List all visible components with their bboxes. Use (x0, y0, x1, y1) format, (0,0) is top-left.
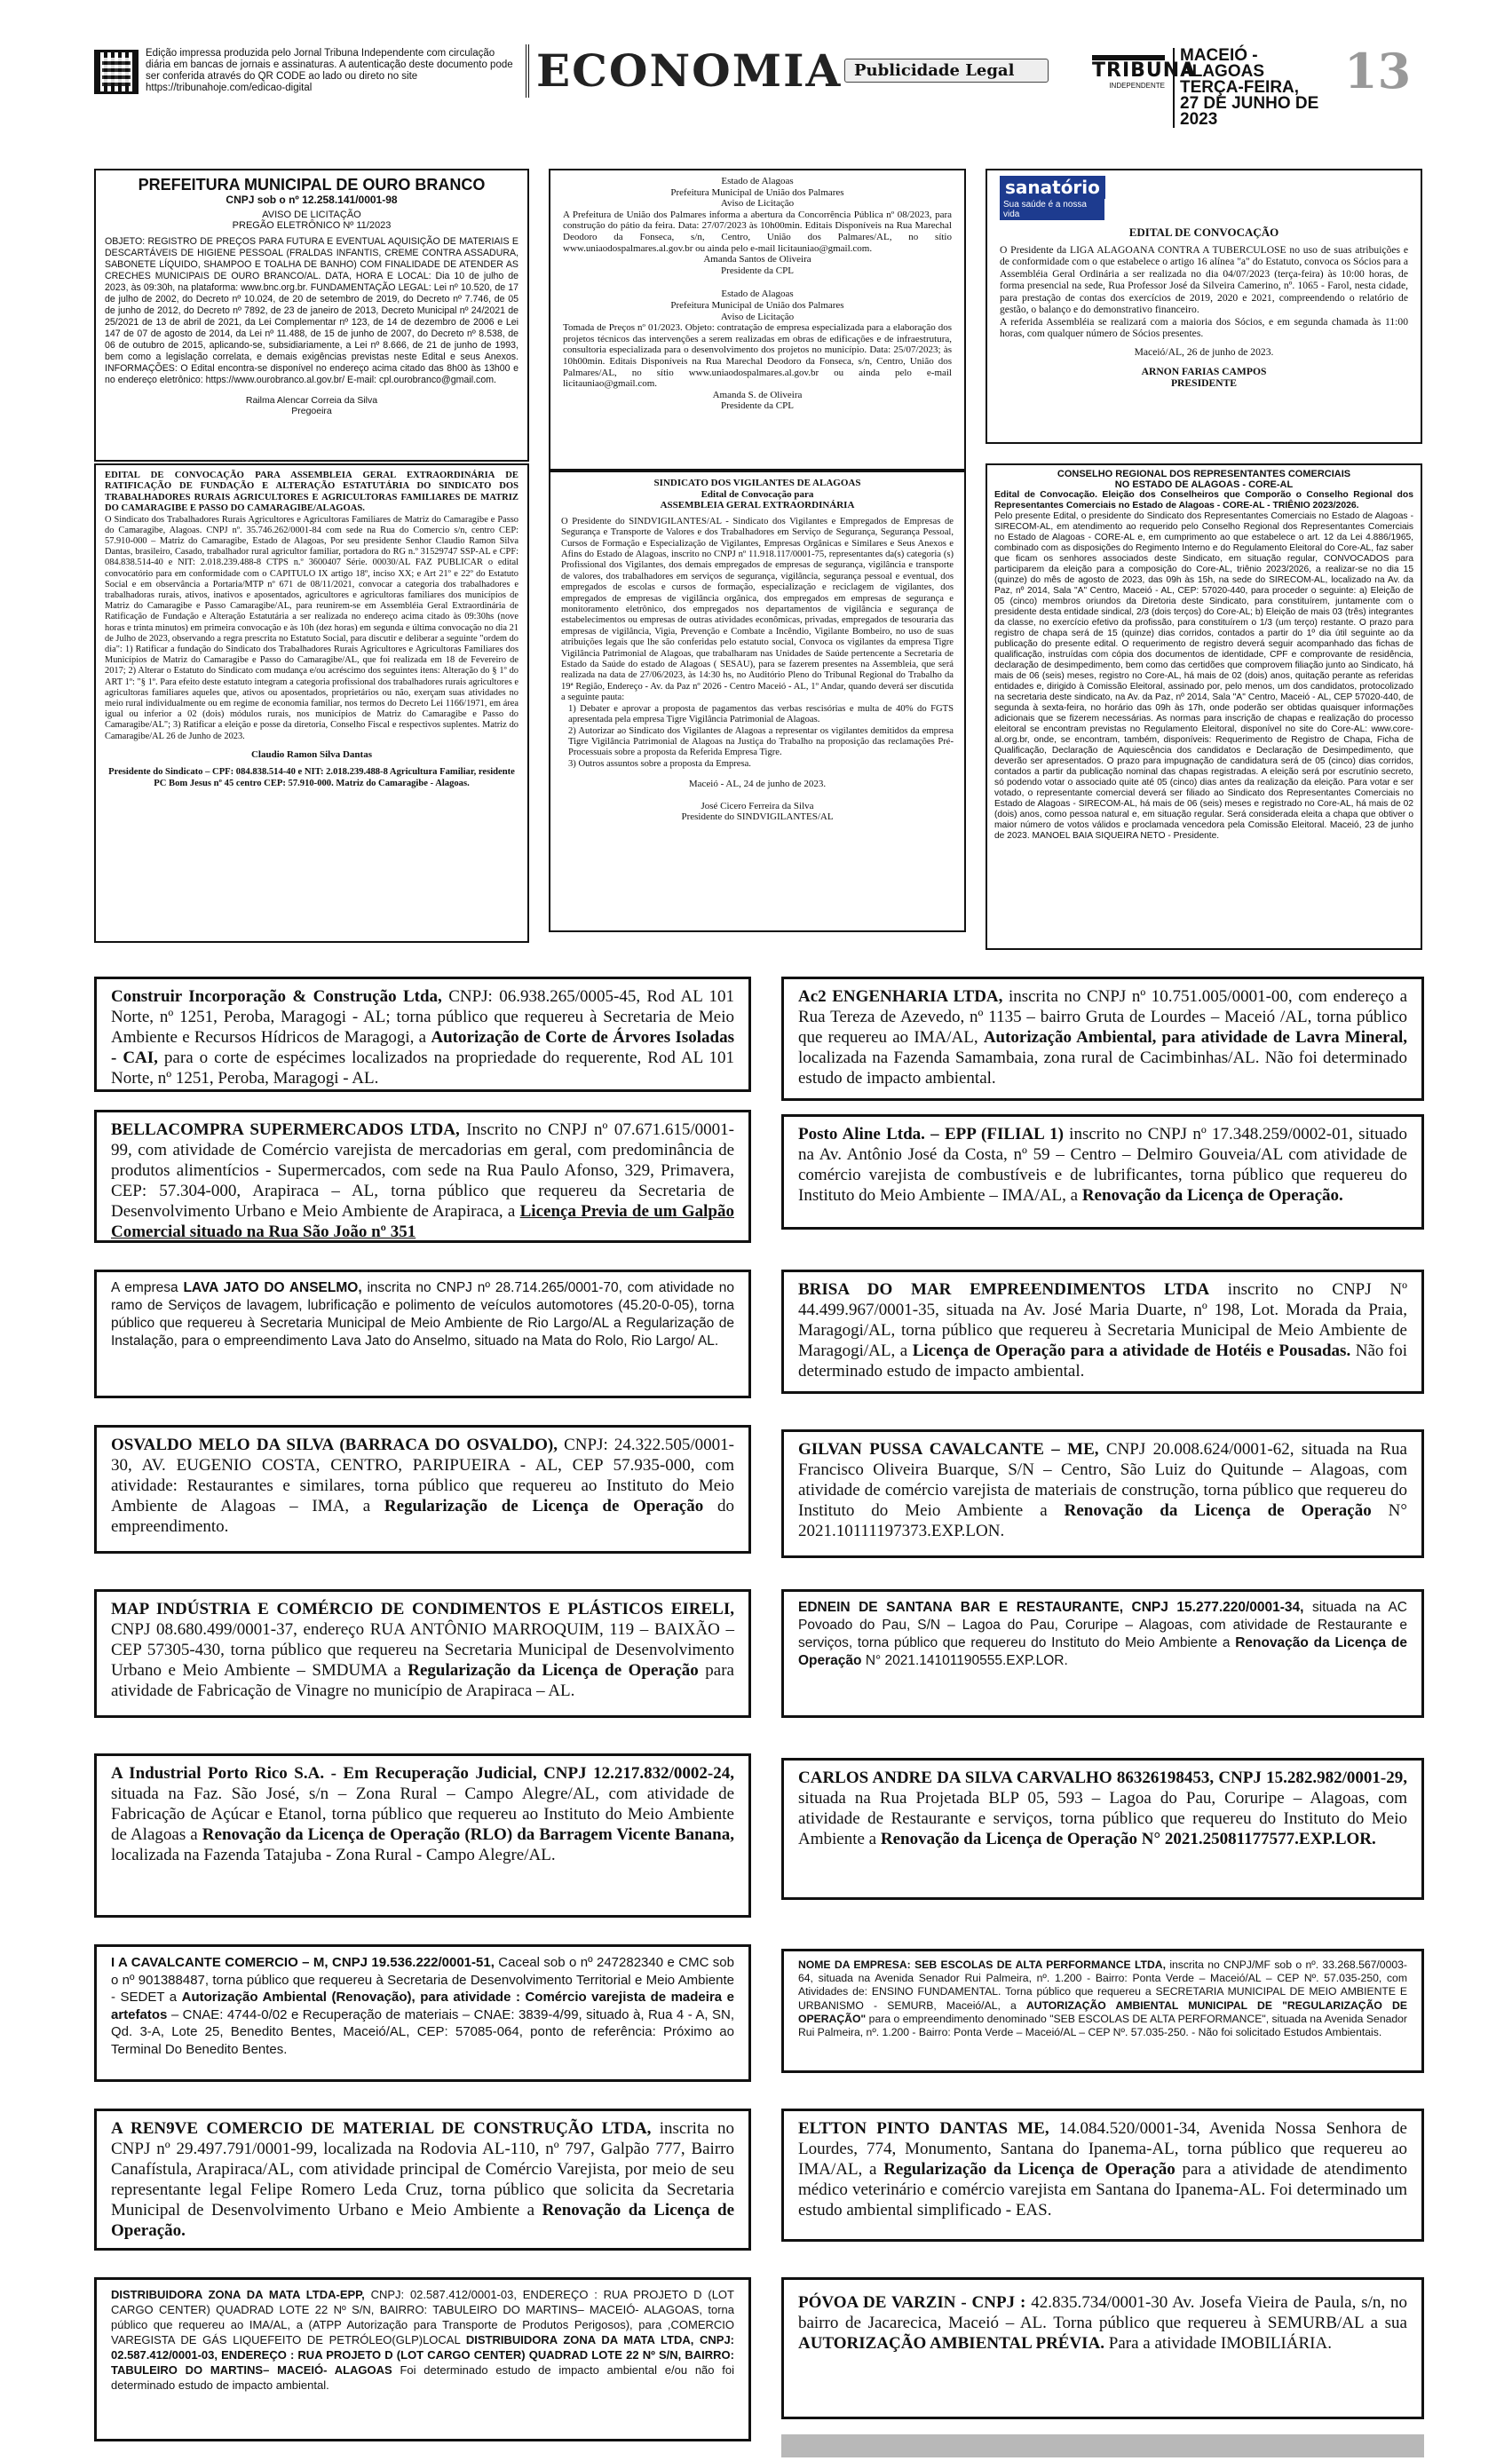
ad-ia-cavalcante (94, 1944, 751, 2082)
ad-company: DISTRIBUIDORA ZONA DA MATA LTDA-EPP, (111, 2288, 365, 2301)
ad-text: A empresa (111, 1280, 184, 1295)
ad-povoa-de-varzin (781, 2277, 1424, 2419)
ad-header-3: ASSEMBLEIA GERAL EXTRAORDINÁRIA (660, 500, 855, 511)
ad-ren9ve (94, 2109, 751, 2251)
ad-text: CNPJ: 06.938.265/0005-45, Rod AL 101 Norte, nº 1251, Peroba, Maragogi - AL; torna público que requereu à Secretaria de Meio Ambiente e Recursos Hídricos de Maragogi, a (111, 987, 734, 1047)
ad-signer: José Cicero Ferreira da Silva (701, 800, 814, 811)
ad-signer-1: Amanda Santos de Oliveira (703, 254, 811, 265)
ad-date: Maceió - AL, 24 de junho de 2023. (688, 779, 827, 790)
ad-role-1: Presidente da CPL (721, 265, 794, 276)
ad-role: PRESIDENTE (1170, 376, 1238, 389)
ad-highlight: Renovação da Licença de Operação (1064, 1501, 1372, 1520)
sanatorio-logo-tag: Sua saúde é a nossa vida (1000, 199, 1104, 220)
ad-text: Inscrito no CNPJ nº 07.671.615/0001-99, com atividade de Comércio varejista de mercadorias em geral, com predominância de produtos alimentícios - Supermercados, com sede na Rua Paulo Afonso, 329, Primavera, CEP: 57.304-000, Arapiraca – AL, torna público que requereu da Secretaria de Desenvolvimento Urbano e Meio Ambiente de Arapiraca, a (111, 1120, 734, 1221)
ad-carlos-andre (781, 1758, 1424, 1900)
ad-highlight: Renovação da Licença de Operação (798, 1635, 1407, 1668)
ad-tail: Não foi determinado estudo de impacto ambiental. (798, 1341, 1407, 1381)
ad-highlight: Renovação da Licença de Operação (RLO) da Barragem Vicente Banana, (202, 1825, 734, 1844)
ad-highlight: DISTRIBUIDORA ZONA DA MATA LTDA, CNPJ: 02.587.412/0001-03, ENDEREÇO : RUA PROJETO D (LOT CARGO CENTER) QUADRAD LOTE 22 Nº S/N, BAIRRO: TABULEIRO DO MARTINS– MACEIÓ- ALAGOAS (111, 2333, 735, 2377)
ad-subtitle: AVISO DE LICITAÇÃO (262, 210, 361, 220)
ad-item-2: 2) Autorizar ao Sindicato dos Vigilantes de Alagoas a representar os vigilantes demitidos da empresa Tigre Vigilância Patrimonial de Alagoas na Justiça do Trabalho na proposição das reclamações Pré-Processuais sobre a proposta da Referida Empresa Tigre. (568, 725, 954, 758)
ad-tail: – CNAE: 4744-0/02 e Recuperação de materiais – CNAE: 3839-4/99, situado à, Rua 4 - A, SN, Qd. 3-A, Lote 25, Benedito Bentes, Maceió/AL, CEP: 57085-064, ponto de referência: Próximo ao Terminal Do Benedito Bentes. (111, 2006, 734, 2057)
ad-company: EDNEIN DE SANTANA BAR E RESTAURANTE, CNPJ 15.277.220/0001-34, (798, 1600, 1304, 1615)
ad-body-2: Tomada de Preços nº 01/2023. Objeto: contratação de empresa especializada para a elaboração dos projetos técnicos das intervenções a serem realizadas em obras de edificações e de infraestrutura, consultoria especializada para o desenvolvimento dos projetos no município. Data: 25/07/2023; às 10h00min. Editais Disponíveis na Rua Marechal Deodoro da Fonseca, s/n, Centro, União dos Palmares/AL, no sítio www.uniaodospalmares.al.gov.br ou ainda pelo e-mail licitauniao@gmail.com. (563, 322, 952, 390)
sanatorio-logo (1000, 176, 1408, 220)
edition-note: Edição impressa produzida pelo Jornal Tribuna Independente com circulação diária em bancas de jornais e assinaturas. A autenticação deste documento pode ser conferida através do QR CODE ao lado ou direto no site https://tribunahoje.com/edicao-digital (146, 48, 513, 93)
ad-company: MAP INDÚSTRIA E COMÉRCIO DE CONDIMENTOS E PLÁSTICOS EIRELI, (111, 1600, 734, 1618)
ad-bellacompra (94, 1110, 751, 1243)
ad-highlight: Regularização da Licença de Operação (408, 1661, 699, 1680)
ad-header-5: Prefeitura Municipal de União dos Palmares (670, 299, 844, 311)
ad-role-2: Presidente da CPL (721, 400, 794, 412)
ad-ouro-branco (94, 169, 529, 462)
ad-text: inscrito no CNPJ nº 17.348.259/0002-01, situado na Av. Antônio José da Costa, nº 59 – Centro – Delmiro Gouveia/AL com atividade de comércio varejista de combustíveis e de lubrificantes, torna público que requereu do Instituto do Meio Ambiente – IMA/AL, a (798, 1125, 1408, 1205)
ad-highlight: Regularização de Licença de Operação (384, 1497, 704, 1515)
ad-porto-rico (94, 1753, 751, 1918)
ad-company: Construir Incorporação & Construção Ltda, (111, 987, 442, 1006)
ad-highlight: Renovação da Licença de Operação. (111, 2201, 734, 2240)
ad-gilvan (781, 1429, 1424, 1558)
ad-tail: Para a atividade IMOBILIÁRIA. (1104, 2334, 1332, 2353)
ad-title: PREFEITURA MUNICIPAL DE OURO BRANCO (138, 176, 486, 194)
ad-company: I A CAVALCANTE COMERCIO – M, CNPJ 19.536.222/0001-51, (111, 1955, 495, 1970)
edition-location: MACEIÓ - ALAGOAS (1180, 46, 1264, 81)
ad-text: situada na AC Povoado do Pau, S/N – Lagoa do Pau, Coruripe – Alagoas, com atividade de Restaurante e serviços, torna público que requereu do Instituto do Meio Ambiente a (798, 1600, 1407, 1650)
ad-tail: localizada na Fazenda Samambaia, zona rural de Cacimbinhas/AL. Não foi determinado estudo de impacto ambiental. (798, 1048, 1407, 1088)
ad-ednein (781, 1589, 1424, 1718)
ad-tail: localizada na Fazenda Tatajuba - Zona Rural - Campo Alegre/AL. (111, 1846, 556, 1864)
ad-header-1: Estado de Alagoas (721, 176, 794, 186)
ad-footer: Presidente do Sindicato – CPF: 084.838.514-40 e NIT: 2.018.239.488-8 Agricultura Familiar, residente PC Bom Jesus nº 45 centro CEP: 57.910-000. Matriz do Camaragibe - Alagoas. (108, 767, 515, 789)
ad-company: BELLACOMPRA SUPERMERCADOS LTDA, (111, 1120, 460, 1139)
ad-title: EDITAL DE CONVOCAÇÃO (1128, 226, 1279, 239)
sanatorio-logo-name: sanatório (1000, 176, 1105, 199)
ad-text: CNPJ 08.680.499/0001-37, endereço RUA ANTÔNIO MARROQUIM, 119 – BAIXÃO – CEP 57305-430, torna público que requereu na Secretaria Municipal de Desenvolvimento Urbano e Meio Ambiente – SMDUMA a (111, 1620, 734, 1680)
ad-highlight: Regularização da Licença de Operação (883, 2160, 1176, 2179)
ad-seb-escolas (781, 1949, 1424, 2073)
ad-header-2: NO ESTADO DE ALAGOAS - CORE-AL (1114, 479, 1294, 490)
ad-tail: inscrita no CNPJ nº 28.714.265/0001-70, com atividade no ramo de Serviços de lavagem, lubrificação e polimento de veículos automotores (45.20-0-05), torna público que requereu à Secretaria Municipal de Meio Ambiente de Rio Largo/AL a Regularização de Instalação, para o empreendimento Lava Jato do Anselmo, situado na Mata do Rolo, Rio Largo/ AL. (111, 1280, 734, 1349)
ad-company: A Industrial Porto Rico S.A. - Em Recuperação Judicial, CNPJ 12.217.832/0002-24, (111, 1764, 734, 1783)
ad-osvaldo (94, 1425, 751, 1554)
ad-body: O Presidente da LIGA ALAGOANA CONTRA A TUBERCULOSE no uso de suas atribuições e de conformidade com o que estabelece o artigo 16 alínea "a" do Estatuto, convoca os Sócios para a Assembléia Geral Ordinária a ser realizada no dia 04/07/2023 (terça-feira) às 10:00 horas, de forma presencial na sede, Rua Professor José da Silveira Camerino, nº. 1065 - Farol, nesta cidade, para prestação de contas dos exercícios de 2019, 2020 e 2021, compreendendo o relatório de gestão, o balanço e do demonstrativo financeiro. (1000, 243, 1408, 316)
page-header (94, 43, 1423, 129)
ad-role: Presidente do SINDVIGILANTES/AL (681, 811, 834, 823)
ad-highlight: Licença de Operação para a atividade de Hotéis e Pousadas. (912, 1341, 1351, 1360)
logo-tag: INDEPENDENTE (1109, 82, 1165, 90)
ad-header-4: Estado de Alagoas (721, 289, 794, 300)
edition-weekday: TERÇA-FEIRA, (1180, 78, 1300, 97)
ad-signer-2: Amanda S. de Oliveira (712, 389, 803, 400)
ad-header-1: CONSELHO REGIONAL DOS REPRESENTANTES COMERCIAIS (1057, 469, 1351, 479)
ad-highlight: LAVA JATO DO ANSELMO, (183, 1280, 362, 1295)
ad-date: Maceió/AL, 26 de junho de 2023. (1134, 345, 1274, 358)
edition-date (1173, 48, 1342, 128)
ad-company: GILVAN PUSSA CAVALCANTE – ME, (798, 1440, 1099, 1459)
ad-text: CNPJ: 24.322.505/0001-30, AV. EUGENIO COSTA, CENTRO, PARIPUEIRA - AL, CEP 57.935-000, com atividade: Restaurantes e similares, torna público que requereu ao Instituto do Meio Ambiente de Alagoas – IMA, a (111, 1436, 734, 1515)
tribuna-logo (1092, 55, 1197, 96)
ad-text: situada na Faz. São José, s/n – Zona Rural – Campo Alegre/AL, com atividade de Fabricação de Açúcar e Etanol, torna público que requereu ao Instituto do Meio Ambiente de Alagoas a (111, 1784, 734, 1844)
ad-body: OBJETO: REGISTRO DE PREÇOS PARA FUTURA E EVENTUAL AQUISIÇÃO DE MATERIAIS E DESCARTÁVEIS DE HIGIENE PESSOAL (FRALDAS INFANTIS, CREME CONTRA ASSADURA, SABONETE LÍQUIDO, SHAMPOO E TOALHA DE BANHO) COM FINALIDADE DE ATENDER AS CRECHES MUNICIPAIS DE OURO BRANCO/AL. DATA, HORA E LOCAL: Dia 10 de julho de 2023, às 09:30h, na plataforma: www.bnc.org.br. FUNDAMENTAÇÃO LEGAL: Lei nº 10.520, de 17 de julho de 2002, do Decreto nº 10.024, de 20 de setembro de 2019, do Decreto nº 7.746, de 05 de junho de 2012, do Decreto nº 7892, de 23 de janeiro de 2013, Decreto Municipal nº 24/2021 de 25/2021 de 13 de abril de 2021, da Lei Complementar nº 123, de 14 de dezembro de 2006 e Lei 147 de 07 de agosto de 2014, da Lei nº 11.488, de 15 de junho de 2007, do Decreto nº 8.538, de 06 de outubro de 2015, aplicando-se, subsidiariamente, a Lei nº 8.666, de 21 de junho de 1993, bem como a legislação correlata, e demais exigências previstas neste Edital e seus Anexos. INFORMAÇÕES: O Edital encontra-se disponível no endereço acima citado das 8h00 às 13h00 e no endereço eletrônico: https://www.ourobranco.al.gov.br/ E-mail: cpl.ourobranco@gmail.com. (105, 236, 519, 385)
ad-highlight: Renovação da Licença de Operação N° 2021.25081177577.EXP.LOR. (880, 1830, 1376, 1848)
ad-tail: N° 2021.10111197373.EXP.LON. (798, 1501, 1407, 1540)
ad-camaragibe (94, 463, 529, 943)
ad-signer: Claudio Ramon Silva Dantas (250, 748, 372, 760)
ad-tail: do empreendimento. (111, 1497, 734, 1536)
ad-text: 14.084.520/0001-34, Avenida Nossa Senhora de Lourdes, 774, Monumento, Santana do Ipanema-AL, torna público que requereu ao IMA/AL, a (798, 2119, 1407, 2179)
ad-text: 42.835.734/0001-30 Av. Josefa Vieira de Paula, s/n, no bairro de Jacarecica, Maceió – AL. Torna público que requereu à SEMURB/AL a sua (798, 2293, 1408, 2332)
ad-sanatorio (986, 169, 1422, 444)
ad-company: CARLOS ANDRE DA SILVA CARVALHO 86326198453, CNPJ 15.282.982/0001-29, (798, 1769, 1407, 1787)
ad-highlight: Renovação da Licença de Operação. (1081, 1186, 1343, 1205)
ad-text: inscrita no CNPJ nº 29.497.791/0001-99, localizada na Rodovia AL-110, nº 797, Galpão 777, Bairro Canafístula, Arapiraca/AL, com atividade principal de Comércio Varejista, por meio de seu representante legal Felipe Romero Leda Cruz, torna público que solicita da Secretaria Municipal de Desenvolvimento Urbano e Meio Ambiente a (111, 2119, 734, 2220)
section-subtitle: Publicidade Legal (844, 59, 1049, 83)
ad-header-6: Aviso de Licitação (720, 311, 795, 322)
ad-ac2-engenharia (781, 977, 1424, 1101)
ad-tail: para o corte de espécimes localizados na propriedade do requerente, Rod AL 101 Norte, nº 1251, Peroba, Maragogi - AL. (111, 1048, 734, 1088)
ad-body: O Sindicato dos Trabalhadores Rurais Agricultores e Agricultoras Familiares de Matriz do Camaragibe e Passo do Camaragibe, Alagoas. CNPJ nº. 35.746.262/0001-84 com sede na Rua do Comercio s/n, centro CEP: 57.910-000 – Matriz do Camaragibe, Estado de Alagoas, Por seu presidente Senhor Claudio Ramon Silva Dantas, brasileiro, Casado, trabalhador rural agricultor familiar, portadora do RG n.º 31529747 SSP-AL e CPF: 084.838.514-40 e NIT: 2.018.239.488-8 CTPS n.º 3600407 Série. 00030/AL FAZ PUBLICAR o edital convocatório para em conformidade com o CAPITULO IX artigo 18º, inciso XX; e Art 21º e 22º do Estatuto Social e em observância a Portaria/MTP nº 671 de 08/11/2021, convocar a categoria dos trabalhadores e trabalhadoras rurais, ativos, inativos e aposentados, agricultores e agricultoras familiares dos municípios de Matriz do Camaragibe e Passo Camaragibe/AL, para reunirem-se em Assembléia Geral Extraordinária de Ratificação de Fundação e Alteração Estatutária a ser realizada no endereço acima citado às 09:30hs (nove horas e trinta minutos) em primeira convocação e às 10h (dez horas) em segunda e última convocação no dia 21 de Julho de 2023, observando a regra prescrita no Estatuto Social, para discutir e deliberar a seguinte "ordem do dia": 1) Ratificar a fundação do Sindicato dos Trabalhadores Rurais Agricultores e Agricultoras Familiares dos Municípios de Matriz do Camaragibe e Passo do Camaragibe/AL, que foi realizada em 18 de Fevereiro de 2017; 2) Alterar o Estatuto do Sindicato com mudança e/ou acréscimo dos seguintes itens: Alteração do § 1º do ART 1º: "§ 1º. Para efeito deste estatuto integram a categoria profissional dos trabalhadores rurais agricultores e agricultoras familiares aqueles que, ativos ou aposentados, proprietários ou não, exerçam suas atividades no meio rural individualmente ou em regime de economia familiar, nos termos do Decreto Lei 1166/1971, em área igual ou inferior a 02 (dois) módulos rurais, nos municípios de Matriz do Camaragibe e Passo do Camaragibe/AL"; 3) Ratificar a eleição e posse da diretoria, Conselho Fiscal e respectivos suplentes. Matriz do Camaragibe/AL 26 de Junho de 2023. (105, 514, 519, 741)
ad-company: A REN9VE COMERCIO DE MATERIAL DE CONSTRUÇÃO LTDA, (111, 2119, 652, 2138)
ad-subtitle-2: PREGÃO ELETRÔNICO Nº 11/2023 (232, 220, 392, 231)
ad-cnpj: CNPJ sob o nº 12.258.141/0001-98 (226, 194, 398, 206)
ad-header-2: Edital de Convocação para (701, 488, 814, 500)
ad-text: inscrita no CNPJ/MF sob o nº. 33.268.567/0003-64, situada na Avenida Senador Rui Palmeira, nº. 1.200 - Bairro: Ponta Verde – Maceió/AL – CEP Nº. 57.035-250, com Atividades de: ENSINO FUNDAMENTAL. Torna público que requereu a SECRETARIA MUNICIPAL DE MEIO AMBIENTE E URBANISMO - SEMURB, Maceió/AL, a (798, 1959, 1407, 2012)
ad-body: O Presidente do SINDVIGILANTES/AL - Sindicato dos Vigilantes e Empregados de Empresas de Segurança e Transporte de Valores e dos Trabalhadores em Serviço de Segurança, Segurança Pessoal, Cursos de Formação e Especialização de Vigilantes, Empresas Orgânicas e Similares e Seus Anexos e Afins do Estado de Alagoas, inscrito no CNPJ nº 11.918.117/0001-75, representantes da(s) categoria (s) Profissional dos Vigilantes, dos demais empregados de empresas de segurança, vigilância e transporte de valores, dos trabalhadores em serviços de segurança, vigilância, segurança pessoal e eventual, dos empregados de escolas e cursos de formação, especialização e reciclagem de vigilantes, dos empregados de empresas de vigilância orgânica, dos empregados em empresas de segurança e monitoramento eletrônico, dos empregados nos departamentos de vigilância e segurança de estabelecimentos ou empresas de outras atividades econômicas, privadas, empregados de tesouraria das empresas de vigilância, Vigia, Prevenção e Combate a Incêndio, Vigilante Bombeiro, no uso de suas atribuições legais que lhe são conferidas pelo estatuto social, Convoca os vigilantes da empresa Tigre Vigilância Patrimonial de Alagoas, que trabalharam nas Unidades de Saúde pertencente a Secretaria de Estado da Saúde do estado de Alagoas ( SESAU), para se fazerem presentes na Assembleia, que será realizada na data de 27/06/2023, às 14:30 hs, no Auditório Pleno do Tribunal Regional do Trabalho da 19ª Região, Endereço - Av. da Paz nº 2026 - Centro Maceió - AL, 1º Andar, quando deverá ser discutida a seguinte pauta: (561, 516, 954, 703)
ad-highlight: AUTORIZAÇÃO AMBIENTAL MUNICIPAL DE "REGULARIZAÇÃO DE OPERAÇÃO" (798, 1998, 1407, 2025)
ad-core-al (986, 463, 1422, 950)
ad-signer: ARNON FARIAS CAMPOS (1141, 366, 1267, 378)
ad-highlight: Licença Previa de um Galpão Comercial situado na Rua São João nº 351 (111, 1202, 734, 1241)
ad-tail: para atividade de Fabricação de Vinagre no município de Arapiraca – AL. (111, 1661, 734, 1700)
ad-company: BRISA DO MAR EMPREENDIMENTOS LTDA (798, 1280, 1210, 1299)
ad-body-2: A referida Assembléia se realizará com a maioria dos Sócios, e em segunda chamada às 11:00 horas, com qualquer número de Sócios presentes. (1000, 315, 1408, 340)
ad-tail: para a atividade de atendimento médico veterinário e comércio varejista em Santana do Ipanema-AL. Foi determinado um estudo ambiental simplificado - EAS. (798, 2160, 1407, 2220)
ad-company: Posto Aline Ltda. – EPP (FILIAL 1) (798, 1125, 1064, 1143)
ad-role: Pregoeira (291, 406, 332, 416)
ad-eltton (781, 2109, 1424, 2242)
ad-company: ELTTON PINTO DANTAS ME, (798, 2119, 1049, 2138)
ad-company: NOME DA EMPRESA: SEB ESCOLAS DE ALTA PERFORMANCE LTDA, (798, 1959, 1166, 1971)
ad-vigilantes (549, 471, 966, 932)
ad-header-3: Aviso de Licitação (720, 198, 795, 210)
ad-highlight: Autorização Ambiental (Renovação), para atividade : Comércio varejista de madeira e artefatos (111, 1990, 734, 2022)
ad-text: inscrita no CNPJ nº 10.751.005/0001-00, com endereço a Rua Tereza de Azevedo, nº 1135 – bairro Gruta de Lourdes – Maceió /AL, torna público que requereu ao IMA/AL, (798, 987, 1407, 1047)
ad-body-1: A Prefeitura de União dos Palmares informa a abertura da Concorrência Pública nº 08/2023, para construção do pátio da feira. Data: 27/07/2023 às 10h00min. Editais Disponíveis na Rua Marechal Deodoro da Fonseca, s/n, Centro, União dos Palmares/AL, no sítio www.uniaodospalmares.al.gov.br ou ainda pelo e-mail licitauniao@gmail.com. (563, 209, 952, 254)
ad-highlight: Autorização Ambiental, para atividade de Lavra Mineral, (983, 1028, 1407, 1047)
ad-posto-aline (781, 1114, 1424, 1230)
ad-tail: N° 2021.14101190555.EXP.LOR. (861, 1653, 1068, 1668)
ad-tail: para o empreendimento denominado "SEB ESCOLAS DE ALTA PERFORMANCE", situada na Avenida Senador Rui Palmeira, nº. 1.200 - Bairro: Ponta Verde – Maceió/AL – CEP Nº. 57.035-250. - Não foi solicitado Estudos Ambientais. (798, 2012, 1407, 2039)
ad-map-industria (94, 1589, 751, 1718)
ad-signer: Railma Alencar Correia da Silva (245, 395, 378, 406)
ad-text: situada na Rua Projetada BLP 05, 593 – Lagoa do Pau, Coruripe – Alagoas, com atividade de Restaurante e serviços, torna público que requereu do Instituto do Meio Ambiente a (798, 1789, 1407, 1848)
ad-item-1: 1) Debater e aprovar a proposta de pagamentos das verbas rescisórias e multa de 40% do FGTS apresentada pela empresa Tigre Vigilância Patrimonial de Alagoas. (568, 703, 954, 725)
ad-highlight: AUTORIZAÇÃO AMBIENTAL PRÉVIA. (798, 2334, 1105, 2353)
ad-zona-da-mata (94, 2277, 751, 2441)
ad-lava-jato (94, 1270, 751, 1398)
qr-code-icon[interactable] (94, 50, 139, 94)
ad-title: EDITAL DE CONVOCAÇÃO PARA ASSEMBLEIA GERAL EXTRAORDINÁRIA DE RATIFICAÇÃO DE FUNDAÇÃO E ALTERAÇÃO ESTATUTÁRIA DO SINDICATO DOS TRABALHADORES RURAIS AGRICULTORES E AGRICULTORAS FAMILIARES DE MATRIZ DO CAMARAGIBE E PASSO DO CAMARAGIBE/ALAGOAS. (105, 471, 519, 514)
ad-header-2: Prefeitura Municipal de União dos Palmares (670, 186, 844, 198)
ad-construir (94, 977, 751, 1092)
ad-text: CNPJ: 02.587.412/0001-03, ENDEREÇO : RUA PROJETO D (LOT CARGO CENTER) QUADRAD LOTE 22 Nº S/N, BAIRRO: TABULEIRO DO MARTINS– MACEIÓ- ALAGOAS, torna público que requereu ao IMA/AL, a (ATPP Autorização para Transporte de Produtos Perigosos), para ,COMERCIO VAREGISTA DE GÁS LIQUEFEITO DE PETRÓLEO(GLP)LOCAL (111, 2288, 734, 2346)
ad-tail: Foi determinado estudo de impacto ambiental e/ou não foi determinado estudo de impacto ambiental. (111, 2363, 735, 2392)
footer-grey-bar (781, 2434, 1424, 2457)
ad-brisa-do-mar (781, 1270, 1424, 1394)
ad-body: Pelo presente Edital, o presidente do Sindicato dos Representantes Comerciais no Estado de Alagoas - SIRECOM-AL, em atendimento ao requerido pelo Conselho Regional dos Representantes Comerciais no Estado de Alagoas - CORE-AL e, em cumprimento ao que estabelece o art. 12 da Lei 4.886/1965, combinado com as disposições do Regimento Interno e do Regulamento Eleitoral do Core-AL, faz saber que ficam os senhores associados deste Sindicato, em situação regular, CONVOCADOS para participarem da eleição para a composição do Core-AL, triênio 2023/2026, a realizar-se no dia 15 (quinze) do mês de agosto de 2023, das 09h às 15h, na sede do SIRECOM-AL, localizado na Av. da Paz, nº 2014, Sala "A" Centro, Maceió - AL, CEP: 57020-440, para proceder o seguinte: a) Eleição de 05 (cinco) membros oriundos da Diretoria deste Sindicato, para constituírem, juntamente com o presidente desta entidade sindical, 2/3 (dois terços) do Core-AL; b) Eleição de mais 03 (três) integrantes da classe, no exercício efetivo da profissão, para constituírem o 1/3 (um terço) restante. O prazo para registro de chapa será de 15 (quinze) dias corridos, contados a partir do 1º dia útil seguinte ao da publicação do presente edital. O requerimento de registro deverá seguir acompanhado das fichas de qualificação, instruídas com cópia dos documentos de identidade, CPF e comprovante de residência, declaração de desimpedimento, bem como das certidões que comprovem filiação junto ao Sindicato, há mais de 06 (seis) meses, registro no Core-AL, há mais de 02 (dois) anos, quitação perante as referidas entidades e, dirigido à Comissão Eleitoral, assinado por, pelo menos, um dos candidatos, protocolizado na secretaria deste sindicato, na Av. da Paz, nº 2014, Sala "A" Centro, Maceió - AL, CEP 57020-440, de segunda à sexta-feira, no horário das 09h às 17h, onde poderão ser obtidas quaisquer informações adicionais que se fizerem necessárias. As normas para inscrição de chapas e realização do processo eleitoral se encontram previstas no Regulamento Eleitoral, disponível no site do Core-AL: www.core-al.org.br, onde, se encontram, também, disponíveis: Requerimento de Registro de Chapa, Ficha de Qualificação, Declaração de Aquiescência dos candidatos e Declaração de Desimpedimento, que deverão ser apresentados. O prazo para impugnação de candidatura será de 05 (cinco) dias corridos, contados a partir da publicação nominal das chapas registradas. A eleição será por escrutínio secreto, só podendo votar o associado quite até 05 (cinco) dias antes da realização da eleição. Para votar e ser votado, o representante comercial deverá ser filiado ao Sindicato dos Representantes Comerciais no Estado de Alagoas - SIRECOM-AL, há mais de 06 (seis) meses e registrado no Core-AL, há mais de 02 (dois) anos, como pessoa natural e, em situação regular. Será considerada eleita a chapa que obtiver o maior número de votos válidos e proclamada vencedora pela Comissão Eleitoral. Maceió, 23 de junho de 2023. MANOEL BAIA SIQUEIRA NETO - Presidente. (994, 511, 1413, 841)
ad-lead: Edital de Convocação. Eleição dos Conselheiros que Comporão o Conselho Regional dos Representantes Comerciais no Estado de Alagoas - CORE-AL - TRIÊNIO 2023/2026. (994, 490, 1413, 510)
ad-text: Caceal sob o nº 247282340 e CMC sob o nº 901388487, torna público que requereu à Secretaria de Desenvolvimento Territorial e Meio Ambiente - SEDET a (111, 1955, 734, 2005)
ad-company: OSVALDO MELO DA SILVA (BARRACA DO OSVALDO), (111, 1436, 558, 1454)
ad-text: CNPJ 20.008.624/0001-62, situada na Rua Francisco Oliveira Buarque, S/N – Centro, São Luiz do Quitunde – Alagoas, com atividade de comércio varejista de materiais de construção, torna público que requereu do Instituto do Meio Ambiente a (798, 1440, 1407, 1520)
ad-highlight: Autorização de Corte de Árvores Isoladas - CAI, (111, 1028, 734, 1067)
ad-company: PÓVOA DE VARZIN - CNPJ : (798, 2293, 1026, 2312)
ad-text: inscrito no CNPJ Nº 44.499.967/0001-35, situada na Av. José Maria Duarte, nº 198, Lot. Morada da Praia, Maragogi/AL, torna público que requereu à Secretaria Municipal de Meio Ambiente de Maragogi/AL, a (798, 1280, 1407, 1360)
section-title: ECONOMIA (536, 44, 843, 97)
page-number: 13 (1344, 43, 1412, 99)
ad-company: Ac2 ENGENHARIA LTDA, (798, 987, 1003, 1006)
edition-date-text: 27 DE JUNHO DE 2023 (1180, 94, 1319, 129)
logo-name: TRIBUNA (1092, 59, 1197, 82)
ad-uniao-palmares (549, 169, 966, 471)
ad-item-3: 3) Outros assuntos sobre a proposta da Empresa. (568, 758, 751, 769)
ad-header-1: SINDICATO DOS VIGILANTES DE ALAGOAS (653, 478, 861, 488)
section-title-block (526, 44, 1015, 98)
